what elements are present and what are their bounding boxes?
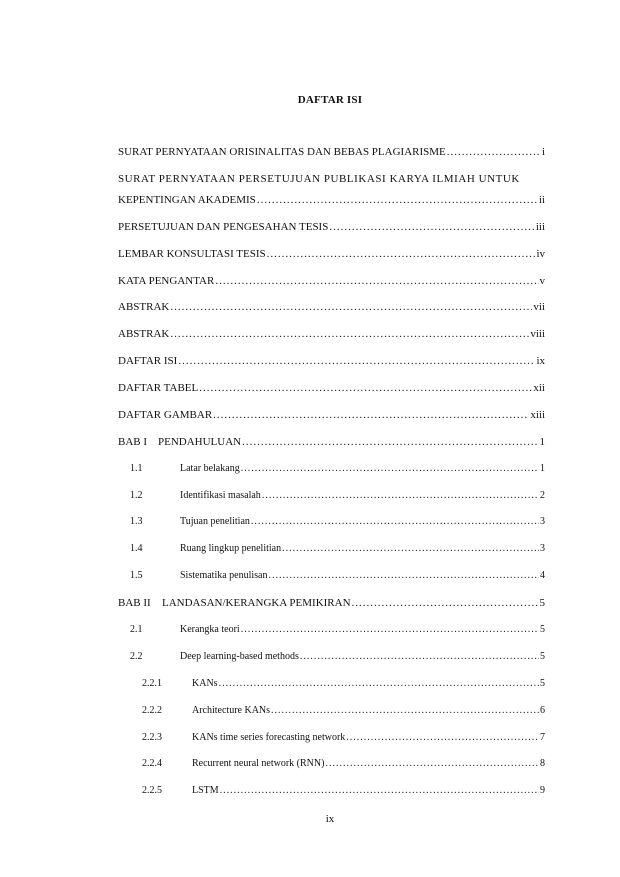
toc-entry-number: BAB II <box>118 597 151 609</box>
toc-leader-dots <box>241 623 539 637</box>
toc-leader-dots <box>346 731 539 745</box>
toc-entry-page: v <box>539 275 545 287</box>
toc-entry-page: viii <box>530 328 545 340</box>
toc-entry-number: 2.2.4 <box>142 758 162 769</box>
toc-entry-page: 6 <box>540 705 545 716</box>
toc-leader-dots <box>282 542 539 556</box>
toc-entry-page: 5 <box>540 624 545 635</box>
toc-entry-page: 8 <box>540 758 545 769</box>
toc-entry-page: 5 <box>540 678 545 689</box>
toc-entry-text: Latar belakang <box>180 463 240 474</box>
toc-entry-text: ABSTRAK <box>118 328 170 340</box>
toc-entry-number: 1.5 <box>130 570 143 581</box>
toc-entry-text: DAFTAR GAMBAR <box>118 409 213 421</box>
toc-entry-text: DAFTAR TABEL <box>118 382 199 394</box>
toc-entry-number: 1.2 <box>130 490 143 501</box>
toc-leader-dots <box>300 650 539 664</box>
toc-leader-dots <box>251 515 539 529</box>
toc-entry-number: 2.2 <box>130 651 143 662</box>
toc-entry-page: 1 <box>540 463 545 474</box>
toc-entry[interactable] <box>118 408 545 422</box>
toc-leader-dots <box>199 381 532 395</box>
toc-entry-text: DAFTAR ISI <box>118 355 178 367</box>
toc-entry-page: 5 <box>539 597 545 609</box>
toc-entry-text: Ruang lingkup penelitian <box>180 543 282 554</box>
toc-leader-dots <box>329 220 534 234</box>
toc-leader-dots <box>219 677 539 691</box>
toc-entry-page: 7 <box>540 732 545 743</box>
toc-entry-text: Deep learning-based methods <box>180 651 299 662</box>
toc-entry-page: 3 <box>540 543 545 554</box>
toc-leader-dots <box>447 145 541 159</box>
toc-entry-page: vii <box>533 301 545 313</box>
toc-entry[interactable] <box>118 300 545 314</box>
toc-entry-text: Sistematika penulisan <box>180 570 268 581</box>
toc-leader-dots <box>271 704 539 718</box>
toc-entry[interactable] <box>118 542 545 556</box>
toc-entry-text: KANs time series forecasting network <box>192 732 346 743</box>
toc-entry-page: iv <box>536 248 545 260</box>
toc-leader-dots <box>262 489 539 503</box>
toc-entry[interactable] <box>118 569 545 583</box>
toc-entry[interactable] <box>118 677 545 691</box>
toc-entry-text: Kerangka teori <box>180 624 240 635</box>
toc-entry-page: 3 <box>540 516 545 527</box>
toc-entry-text: KEPENTINGAN AKADEMIS <box>118 194 256 206</box>
toc-leader-dots <box>257 193 538 207</box>
toc-entry-text: PERSETUJUAN DAN PENGESAHAN TESIS <box>118 221 329 233</box>
toc-entry-page: i <box>541 146 545 158</box>
toc-leader-dots <box>267 247 536 261</box>
toc-entry-text: Recurrent neural network (RNN) <box>192 758 325 769</box>
toc-entry-number: BAB I <box>118 436 148 448</box>
toc-entry-text: SURAT PERNYATAAN ORISINALITAS DAN BEBAS PLAGIARISME <box>118 146 446 158</box>
toc-entry[interactable] <box>118 247 545 261</box>
toc-entry[interactable] <box>118 354 545 368</box>
toc-entry[interactable] <box>118 623 545 637</box>
toc-entry-number: 1.3 <box>130 516 143 527</box>
toc-leader-dots <box>242 435 538 449</box>
toc-entry[interactable] <box>118 515 545 529</box>
toc-leader-dots <box>213 408 529 422</box>
toc-leader-dots <box>352 596 539 610</box>
toc-leader-dots <box>269 569 540 583</box>
toc-leader-dots <box>170 327 529 341</box>
toc-entry-text: SURAT PERNYATAAN PERSETUJUAN PUBLIKASI KARYA ILMIAH UNTUK <box>118 173 520 185</box>
toc-entry[interactable] <box>118 462 545 476</box>
toc-entry-page: 9 <box>540 785 545 796</box>
toc-entry-number: 1.4 <box>130 543 143 554</box>
toc-entry-page: xiii <box>530 409 545 421</box>
toc-entry[interactable] <box>118 193 545 207</box>
toc-entry-text: LANDASAN/KERANGKA PEMIKIRAN <box>162 597 351 609</box>
toc-entry-page: 1 <box>539 436 545 448</box>
toc-entry-text: LEMBAR KONSULTASI TESIS <box>118 248 266 260</box>
toc-entry-text: Identifikasi masalah <box>180 490 261 501</box>
toc-entry-text: Architecture KANs <box>192 705 271 716</box>
toc-entry-page: xii <box>533 382 545 394</box>
toc-entry[interactable] <box>118 274 545 288</box>
toc-entry[interactable] <box>118 435 545 449</box>
toc-entry-text: ABSTRAK <box>118 301 170 313</box>
toc-entry-page: ii <box>538 194 545 206</box>
toc-entry-page: 5 <box>540 651 545 662</box>
toc-leader-dots <box>178 354 535 368</box>
toc-entry[interactable] <box>118 784 545 798</box>
toc-entry-number: 2.1 <box>130 624 143 635</box>
toc-entry[interactable] <box>118 757 545 771</box>
toc-entry-text: KATA PENGANTAR <box>118 275 215 287</box>
toc-entry[interactable] <box>118 145 545 159</box>
toc-entry-page: ix <box>536 355 545 367</box>
toc-leader-dots <box>170 300 532 314</box>
toc-entry[interactable] <box>118 704 545 718</box>
toc-entry-number: 2.2.2 <box>142 705 162 716</box>
toc-entry-text: LSTM <box>192 785 219 796</box>
toc-entry-page: iii <box>535 221 545 233</box>
toc-heading: DAFTAR ISI <box>297 94 363 106</box>
toc-entry[interactable] <box>118 381 545 395</box>
toc-leader-dots <box>325 757 539 771</box>
toc-entry-page: 2 <box>540 490 545 501</box>
toc-entry-page: 4 <box>540 570 545 581</box>
toc-entry[interactable] <box>118 731 545 745</box>
toc-entry[interactable] <box>118 220 545 234</box>
page-number: ix <box>325 813 335 825</box>
toc-entry-text: KANs <box>192 678 218 689</box>
toc-leader-dots <box>215 274 538 288</box>
toc-entry-number: 2.2.5 <box>142 785 162 796</box>
toc-entry-text: PENDAHULUAN <box>158 436 242 448</box>
toc-entry-number: 2.2.1 <box>142 678 162 689</box>
toc-leader-dots <box>241 462 539 476</box>
toc-entry-number: 2.2.3 <box>142 732 162 743</box>
toc-entry[interactable] <box>118 596 545 610</box>
toc-entry[interactable] <box>118 489 545 503</box>
toc-entry[interactable] <box>118 172 545 186</box>
toc-leader-dots <box>220 784 539 798</box>
toc-entry[interactable] <box>118 650 545 664</box>
toc-entry[interactable] <box>118 327 545 341</box>
toc-entry-number: 1.1 <box>130 463 143 474</box>
toc-entry-text: Tujuan penelitian <box>180 516 250 527</box>
